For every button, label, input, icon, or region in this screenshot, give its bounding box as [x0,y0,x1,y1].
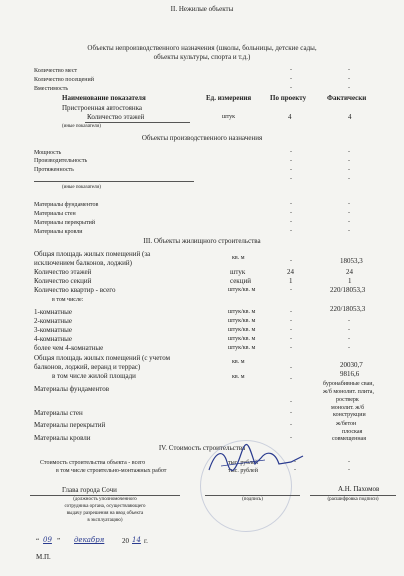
row-fact: - [348,67,350,73]
row-label: Материалы кровли [34,229,83,235]
row-unit: секций [230,277,251,285]
row-plan: - [290,228,292,234]
official-position: Глава города Сочи [62,486,117,494]
row-label: Материалы стен [34,409,83,417]
row-plan: - [290,167,292,173]
row-label-cont: балконов, лоджий, веранд и террас) [34,363,141,371]
fact-line: совмещенная [332,436,366,442]
row-plan: - [290,258,292,264]
fact-line: плоская [342,429,363,435]
stamp-place-label: М.П. [36,553,51,561]
row-unit: штук [230,268,246,276]
signature-note: (подпись) [242,497,263,502]
date-month: декабря [74,536,105,544]
row-fact: - [348,85,350,91]
row-fact: 24 [346,268,353,276]
parking-floors-label: Количество этажей [87,113,145,121]
position-note: выдачу разрешения на ввод объекта [66,511,144,516]
row-plan: - [290,345,292,351]
signature-mark [205,442,305,480]
row-label: Количество мест [34,68,78,74]
header-unit: Ед. измерения [206,94,252,102]
row-plan: - [290,376,292,382]
row-label: Вместимость [34,86,69,92]
row-plan: - [290,422,292,428]
row-plan: - [290,149,292,155]
row-plan: - [290,201,292,207]
signer-name: А.Н. Пахомов [338,485,380,493]
line [34,181,194,182]
row-unit: тыс. рублей [228,460,258,466]
row-fact: - [348,345,350,351]
parking-title: Пристроенная автостоянка [62,104,143,112]
row-label: Количество квартир - всего [34,286,116,294]
row-unit: кв. м [232,359,245,365]
row-fact: конструкции [333,412,366,418]
nonprod-title-line2: объекты культуры, спорта и т.д.) [153,53,251,61]
parking-floors-plan: 4 [288,113,292,121]
row-plan: - [294,459,296,465]
row-fact: - [348,76,350,82]
row-unit: штук/кв. м [228,327,256,333]
row-plan: - [290,76,292,82]
line [85,122,190,123]
row-label: Мощность [34,150,62,156]
row-label: Общая площадь жилых помещений (с учетом [34,354,171,362]
row-fact: 9816,6 [340,370,360,378]
row-plan: - [290,365,292,371]
row-fact: 18053,3 [340,257,363,265]
row-plan: - [290,210,292,216]
row-plan: - [290,435,292,441]
date-open-quote: “ [36,537,40,545]
parking-floors-fact: 4 [348,113,352,121]
date-year-end: г. [144,537,148,545]
row-fact: - [348,158,350,164]
row-fact: ж/бетон [336,421,357,427]
fact-line: монолит. ж/б [331,405,365,411]
row-label: в том числе строительно-монтажных работ [56,468,167,474]
row-plan: - [290,158,292,164]
row-fact: 20030,7 [340,361,363,369]
section-4-title: IV. Стоимость строительства [158,444,246,452]
row-label: 3-комнатные [34,326,72,334]
date-year-prefix: 20 [122,537,129,545]
row-fact: 220/18053,3 [330,286,366,294]
row-fact: - [348,336,350,342]
row-plan: - [290,336,292,342]
date-day: 09 [43,536,52,544]
row-fact: - [348,459,350,465]
row-label: Количество посещений [34,77,94,83]
line [310,495,396,496]
row-label: 1-комнатные [34,308,72,316]
header-plan: По проекту [270,94,307,102]
row-fact: - [348,176,350,182]
row-label: 2-комнатные [34,317,72,325]
header-fact: Фактически [327,94,367,102]
row-fact: - [348,149,350,155]
position-note: в эксплуатацию) [87,518,123,523]
row-plan: - [290,287,292,293]
header-name: Наименование показателя [62,94,146,102]
row-label: Количество секций [34,277,92,285]
row-unit: тыс. рублей [228,468,258,474]
position-note: сотрудника органа, осуществляющего [64,504,146,509]
name-note: (расшифровка подписи) [327,497,379,502]
row-label: Материалы стен [34,211,76,217]
row-unit: штук/кв. м [228,336,256,342]
row-plan: - [290,410,292,416]
line [205,495,300,496]
row-unit: кв. м [232,374,245,380]
row-label: Материалы кровли [34,434,91,442]
row-label: более чем 4-комнатные [34,344,104,352]
row-plan: - [290,176,292,182]
row-plan: 1 [289,277,293,285]
row-unit: штук/кв. м [228,309,256,315]
position-note: (должность уполномоченного [73,497,137,502]
row-label-cont: исключением балконов, лоджий) [34,259,132,267]
section-2-title: II. Нежилые объекты [170,5,234,13]
nonprod-title-line1: Объекты непроизводственного назначения (школы, больницы, детские сады, [87,44,317,52]
row-plan: 24 [287,268,294,276]
date-year-suffix: 14 [132,536,141,544]
row-fact: 220/18053,3 [330,305,366,313]
row-label: Материалы перекрытий [34,220,96,226]
row-unit: штук/кв. м [228,345,256,351]
section-3-title: III. Объекты жилищного строительства [143,237,261,245]
row-label: Общая площадь жилых помещений (за [34,250,151,258]
row-label: Материалы фундаментов [34,202,99,208]
prod-title: Объекты производственного назначения [141,134,263,142]
row-label: Количество этажей [34,268,92,276]
in-that-number-label: в том числе: [52,297,84,303]
row-plan: - [290,327,292,333]
row-fact: - [348,219,350,225]
row-fact: 1 [348,277,352,285]
row-fact: - [348,210,350,216]
fact-line: ж/б монолит. плита, [323,389,374,395]
row-plan: - [290,318,292,324]
row-fact: - [348,228,350,234]
row-label: Материалы фундаментов [34,385,110,393]
row-plan: - [290,309,292,315]
row-plan: - [290,219,292,225]
fact-line: ростверк [336,397,359,403]
row-unit: кв. м [232,255,245,261]
other-indicators-note: (иные показатели) [62,124,101,129]
row-label: Протяженность [34,167,74,173]
row-fact: - [348,327,350,333]
date-close-quote: ” [57,537,61,545]
row-unit: штук/кв. м [228,287,256,293]
row-fact: - [348,467,350,473]
row-label: Стоимость строительства объекта - всего [40,460,146,466]
row-plan: - [290,67,292,73]
row-unit: штук/кв. м [228,318,256,324]
parking-floors-unit: штук [222,114,236,120]
line [30,495,180,496]
other-indicators-note: (иные показатели) [62,185,101,190]
row-plan: - [290,399,292,405]
row-fact: - [348,201,350,207]
row-fact: - [348,167,350,173]
row-plan: - [294,467,296,473]
row-label: Производительность [34,158,88,164]
row-fact: - [348,318,350,324]
row-label: в том числе жилой площади [52,372,136,380]
fact-line: буронабивные сваи, [323,381,374,387]
row-plan: - [290,85,292,91]
row-label: 4-комнатные [34,335,72,343]
row-label: Материалы перекрытий [34,421,106,429]
